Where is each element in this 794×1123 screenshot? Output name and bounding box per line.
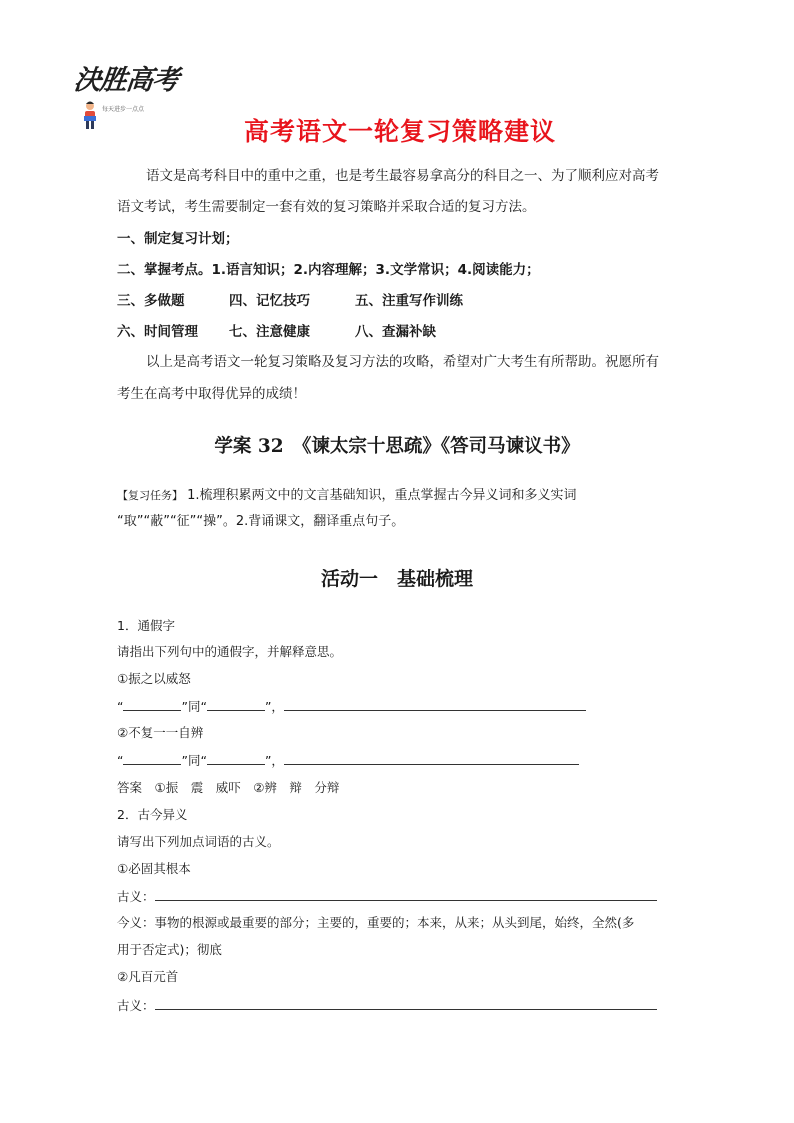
gu-yi-line-1 — [117, 886, 657, 907]
review-task-line-2: “取”“蔽”“征”“操”。2.背诵课文，翻译重点句子。 — [117, 514, 405, 529]
section-2-item-1: ①必固其根本 — [117, 861, 191, 876]
blank-field[interactable] — [155, 995, 657, 1010]
page-title: 高考语文一轮复习策略建议 — [243, 117, 556, 146]
gu-yi-label: 古义： — [117, 889, 155, 904]
blank-field[interactable] — [284, 696, 586, 711]
activity-title: 活动一 基础梳理 — [320, 568, 473, 590]
conclusion-line-1: 以上是高考语文一轮复习策略及复习方法的攻略，希望对广大考生有所帮助。祝愿所有 — [146, 354, 659, 370]
section-1-item-2: ②不复一一自辨 — [117, 725, 204, 740]
fill-line-2 — [117, 750, 579, 771]
intro-line-2: 语文考试，考生需要制定一套有效的复习策略并采取合适的复习方法。 — [117, 199, 536, 215]
quote-same-as: ”同“ — [181, 753, 207, 768]
blank-field[interactable] — [123, 696, 181, 711]
strategy-line-2: 二、掌握考点。1.语言知识；2.内容理解；3.文学常识；4.阅读能力； — [117, 262, 540, 278]
section-1-answer: 答案 ①振 震 威吓 ②辨 辩 分辩 — [117, 780, 340, 795]
section-2-item-2: ②凡百元首 — [117, 969, 179, 984]
strategy-3: 三、多做题 — [117, 293, 185, 309]
blank-field[interactable] — [207, 696, 265, 711]
jin-yi-line-1: 今义：事物的根源或最重要的部分；主要的，重要的；本来，从来；从头到尾，始终，全然(多 — [117, 915, 635, 930]
blank-field[interactable] — [207, 750, 265, 765]
jin-yi-line-2: 用于否定式)；彻底 — [117, 942, 222, 957]
blank-field[interactable] — [284, 750, 579, 765]
quote-open: “ — [117, 699, 124, 714]
section-1-item-1: ①振之以威怒 — [117, 671, 191, 686]
review-task-tag: 【复习任务】 — [117, 489, 183, 502]
strategy-7: 七、注意健康 — [229, 324, 310, 340]
strategy-5: 五、注重写作训练 — [355, 293, 463, 309]
strategy-6: 六、时间管理 — [117, 324, 198, 340]
section-2-instruction: 请写出下列加点词语的古义。 — [117, 834, 280, 849]
section-1-instruction: 请指出下列句中的通假字，并解释意思。 — [117, 644, 343, 659]
quote-open: “ — [117, 753, 124, 768]
logo-subtitle: 每天进步一点点 — [102, 106, 145, 113]
strategy-line-1: 一、制定复习计划； — [117, 231, 239, 247]
quote-same-as: ”同“ — [181, 699, 207, 714]
logo-text: 決胜高考 — [72, 65, 180, 96]
student-figure-icon — [82, 100, 98, 130]
strategy-8: 八、查漏补缺 — [355, 324, 436, 340]
section-2-heading: 2．古今异义 — [117, 807, 188, 822]
quote-close: ”， — [264, 699, 284, 714]
gu-yi-line-2 — [117, 995, 657, 1016]
review-task-text-1: 1.梳理积累两文中的文言基础知识，重点掌握古今异义词和多义实词 — [187, 488, 577, 503]
blank-field[interactable] — [155, 886, 657, 901]
strategy-4: 四、记忆技巧 — [229, 293, 310, 309]
blank-field[interactable] — [123, 750, 181, 765]
gu-yi-label: 古义： — [117, 998, 155, 1013]
conclusion-line-2: 考生在高考中取得优异的成绩！ — [117, 386, 306, 402]
review-task-line-1 — [117, 486, 577, 506]
lesson-title: 学案 32 《谏太宗十思疏》《答司马谏议书》 — [214, 436, 580, 457]
section-1-heading: 1．通假字 — [117, 618, 175, 633]
fill-line-1 — [117, 696, 586, 717]
intro-line-1: 语文是高考科目中的重中之重，也是考生最容易拿高分的科目之一、为了顺利应对高考 — [146, 168, 659, 184]
quote-close: ”， — [264, 753, 284, 768]
